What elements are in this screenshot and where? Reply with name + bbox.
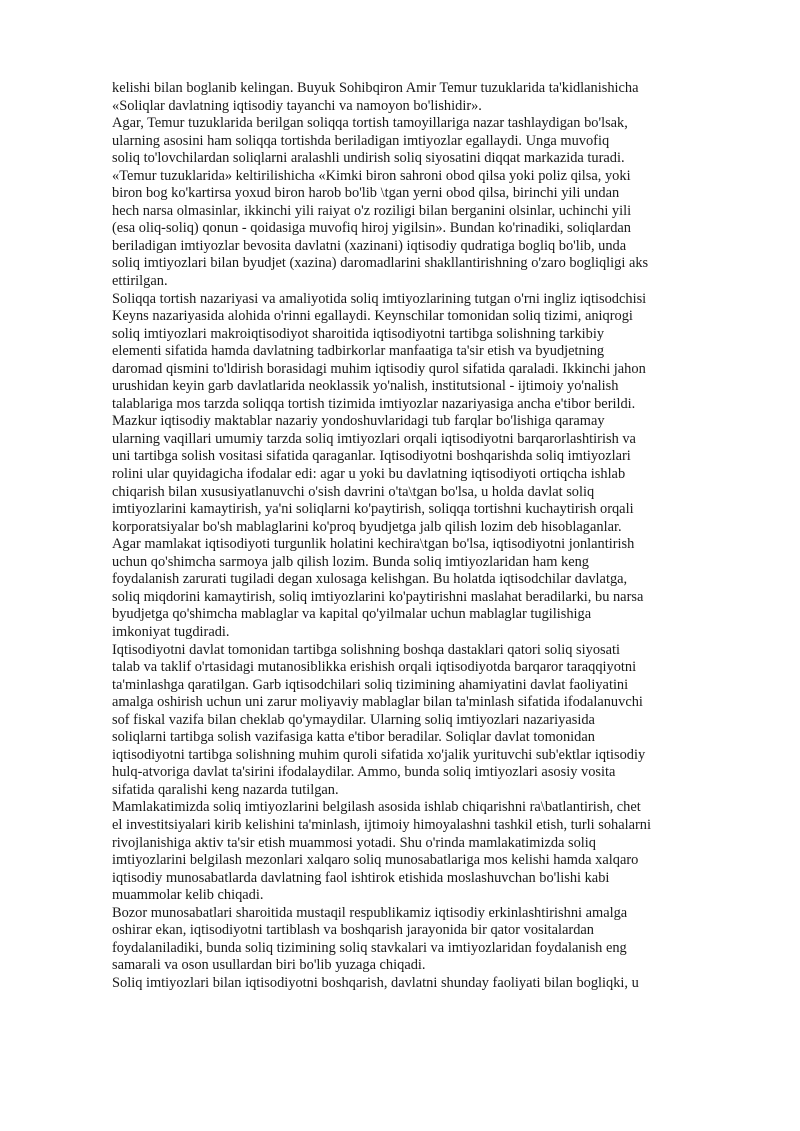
document-page: [112, 80, 716, 992]
text-line: uni tartibga solish vositasi sifatida qaraganlar. Iqtisodiyotni boshqarishda soliq imtiyozlari: [112, 448, 631, 465]
text-line: Iqtisodiyotni davlat tomonidan tartibga solishning boshqa dastaklari qatori soliq siyosati: [112, 641, 621, 658]
text-line: daromad qismini to'ldirish borasidagi muhim iqtisodiy qurol sifatida qaraladi. Ikkinchi jahon: [112, 360, 646, 377]
text-line: ettirilgan.: [112, 273, 168, 290]
text-line: ularning vaqillari umumiy tarzda soliq imtiyozlari orqali iqtisodiyotni barqarorlashtirish va: [112, 430, 636, 447]
text-line: Mazkur iqtisodiy maktablar nazariy yondoshuvlaridagi tub farqlar bo'lishiga qaramay: [112, 413, 605, 430]
text-line: talab va taklif o'rtasidagi mutanosiblikka erishish orqali iqtisodiyotda barqaror taraqqiyotni: [112, 659, 637, 676]
text-line: urushidan keyin garb davlatlarida neoklassik yo'nalish, institutsional - ijtimoiy yo'nalish: [112, 378, 619, 395]
text-line: Soliqqa tortish nazariyasi va amaliyotida soliq imtiyozlarining tutgan o'rni ingliz iqtisodchisi: [112, 290, 647, 307]
text-line: (esa oliq-soliq) qonun - qoidasiga muvofiq hiroj yigilsin». Bundan ko'rinadiki, soliqlardan: [112, 220, 631, 237]
text-line: byudjetga qo'shimcha mablaglar va kapital qo'yilmalar uchun mablaglar tugilishiga: [112, 606, 592, 623]
text-line: hulq-atvoriga davlat ta'sirini ifodalaydilar. Ammo, bunda soliq imtiyozlari asosiy vosita: [112, 764, 616, 781]
text-line: «Soliqlar davlatning iqtisodiy tayanchi va namoyon bo'lishidir».: [112, 97, 482, 114]
text-line: Agar mamlakat iqtisodiyoti turgunlik holatini kechira\tgan bo'lsa, iqtisodiyotni jonlantirish: [112, 536, 635, 553]
text-line: imtiyozlarini kamaytirish, ya'ni soliqlarni ko'paytirish, soliqqa tortishni kuchaytirish orqali: [112, 501, 634, 518]
text-line: imtiyozlarini belgilash mezonlari xalqaro soliq munosabatlariga mos kelishi hamda xalqaro: [112, 852, 639, 869]
text-line: sifatida qaralishi keng nazarda tutilgan.: [112, 781, 339, 798]
text-line: ularning asosini ham soliqqa tortishda beriladigan imtiyozlar egallaydi. Unga muvofiq: [112, 132, 610, 149]
text-line: Keyns nazariyasida alohida o'rinni egallaydi. Keynschilar tomonidan soliq tizimi, aniqrogi: [112, 308, 633, 325]
text-line: kelishi bilan boglanib kelingan. Buyuk Sohibqiron Amir Temur tuzuklarida ta'kidlanishicha: [112, 80, 639, 96]
text-line: soliq imtiyozlari bilan byudjet (xazina) daromadlarini shakllantirishning o'zaro bogliqligi aks: [112, 255, 649, 272]
text-line: sof fiskal vazifa bilan cheklab qo'ymaydilar. Ularning soliq imtiyozlari nazariyasida: [112, 711, 595, 728]
text-line: soliq to'lovchilardan soliqlarni aralashli undirish soliq siyosatini diqqat markazida turadi.: [112, 150, 625, 167]
text-line: foydalaniladiki, bunda soliq tizimining soliq stavkalari va imtiyozlaridan foydalanish eng: [112, 939, 627, 956]
text-line: beriladigan imtiyozlar bevosita davlatni (xazinani) iqtisodiy qudratiga bogliq bo'lib, unda: [112, 237, 627, 254]
text-line: chiqarish bilan xususiyatlanuvchi o'sish davrini o'ta\tgan bo'lsa, u holda davlat soliq: [112, 483, 595, 500]
text-line: el investitsiyalari kirib kelishini ta'minlash, ijtimoiy himoyalashni tashkil etish, turli sohalarni: [112, 816, 651, 833]
text-line: imkoniyat tugdiradi.: [112, 623, 230, 640]
text-line: iqtisodiyotni tartibga solishning muhim quroli sifatida xo'jalik yurituvchi sub'ektlar iqtisodiy: [112, 746, 646, 763]
text-line: «Temur tuzuklarida» keltirilishicha «Kimki biron sahroni obod qilsa yoki poliz qilsa, yoki: [112, 167, 631, 184]
text-line: amalga oshirish uchun uni zarur moliyaviy mablaglar bilan ta'minlash sifatida ifodalanuvchi: [112, 694, 643, 711]
text-line: soliqlarni tartibga solish vazifasiga katta e'tibor beradilar. Soliqlar davlat tomonidan: [112, 729, 595, 746]
body-text: [112, 80, 716, 992]
text-line: rivojlanishiga aktiv ta'sir etish muammosi yotadi. Shu o'rinda mamlakatimizda soliq: [112, 834, 596, 851]
text-line: soliq miqdorini kamaytirish, soliq imtiyozlarini ko'paytirishni maslahat beradilarki, bu narsa: [112, 588, 644, 605]
text-line: rolini ular quyidagicha ifodalar edi: agar u yoki bu davlatning iqtisodiyoti ortiqcha ishlab: [112, 466, 626, 483]
text-line: iqtisodiy munosabatlarda davlatning faol ishtirok etishida moslashuvchan bo'lishi kabi: [112, 869, 610, 886]
text-line: soliq imtiyozlari makroiqtisodiyot sharoitida iqtisodiyotni tartibga solishning tarkibiy: [112, 325, 605, 342]
text-line: uchun qo'shimcha sarmoya jalb qilish lozim. Bunda soliq imtiyozlaridan ham keng: [112, 553, 589, 570]
text-line: oshirar ekan, iqtisodiyotni tartiblash va boshqarish jarayonida bir qator vositalardan: [112, 922, 594, 939]
text-line: muammolar kelib chiqadi.: [112, 887, 264, 904]
text-line: Mamlakatimizda soliq imtiyozlarini belgilash asosida ishlab chiqarishni ra\batlantirish, chet: [112, 799, 641, 816]
text-line: Agar, Temur tuzuklarida berilgan soliqqa tortish tamoyillariga nazar tashlaydigan bo'lsak,: [112, 115, 628, 132]
text-line: korporatsiyalar bo'sh mablaglarini ko'proq byudjetga jalb qilish lozim deb hisoblaganlar.: [112, 518, 622, 535]
text-line: ta'minlashga qaratilgan. Garb iqtisodchilari soliq tizimining ahamiyatini davlat faoliyatini: [112, 676, 629, 693]
text-line: foydalanish zarurati tugiladi degan xulosaga kelishgan. Bu holatda iqtisodchilar davlatga,: [112, 571, 628, 588]
text-line: samarali va oson usullardan biri bo'lib yuzaga chiqadi.: [112, 957, 426, 974]
text-line: talablariga mos tarzda soliqqa tortish tizimida imtiyozlar nazariyasiga ancha e'tibor berildi.: [112, 395, 636, 412]
text-line: Bozor munosabatlari sharoitida mustaqil respublikamiz iqtisodiy erkinlashtirishni amalga: [112, 904, 628, 921]
text-line: elementi sifatida hamda davlatning tadbirkorlar manfaatiga ta'sir etish va byudjetning: [112, 343, 605, 360]
text-line: hech narsa olmasinlar, ikkinchi yili raiyat o'z roziligi bilan berganini olsinlar, uchinchi yili: [112, 202, 632, 219]
text-line: Soliq imtiyozlari bilan iqtisodiyotni boshqarish, davlatni shunday faoliyati bilan bogliqki, u: [112, 974, 639, 991]
text-line: biron bog ko'kartirsa yoxud biron harob bo'lib \tgan yerni obod qilsa, birinchi yili undan: [112, 185, 620, 202]
